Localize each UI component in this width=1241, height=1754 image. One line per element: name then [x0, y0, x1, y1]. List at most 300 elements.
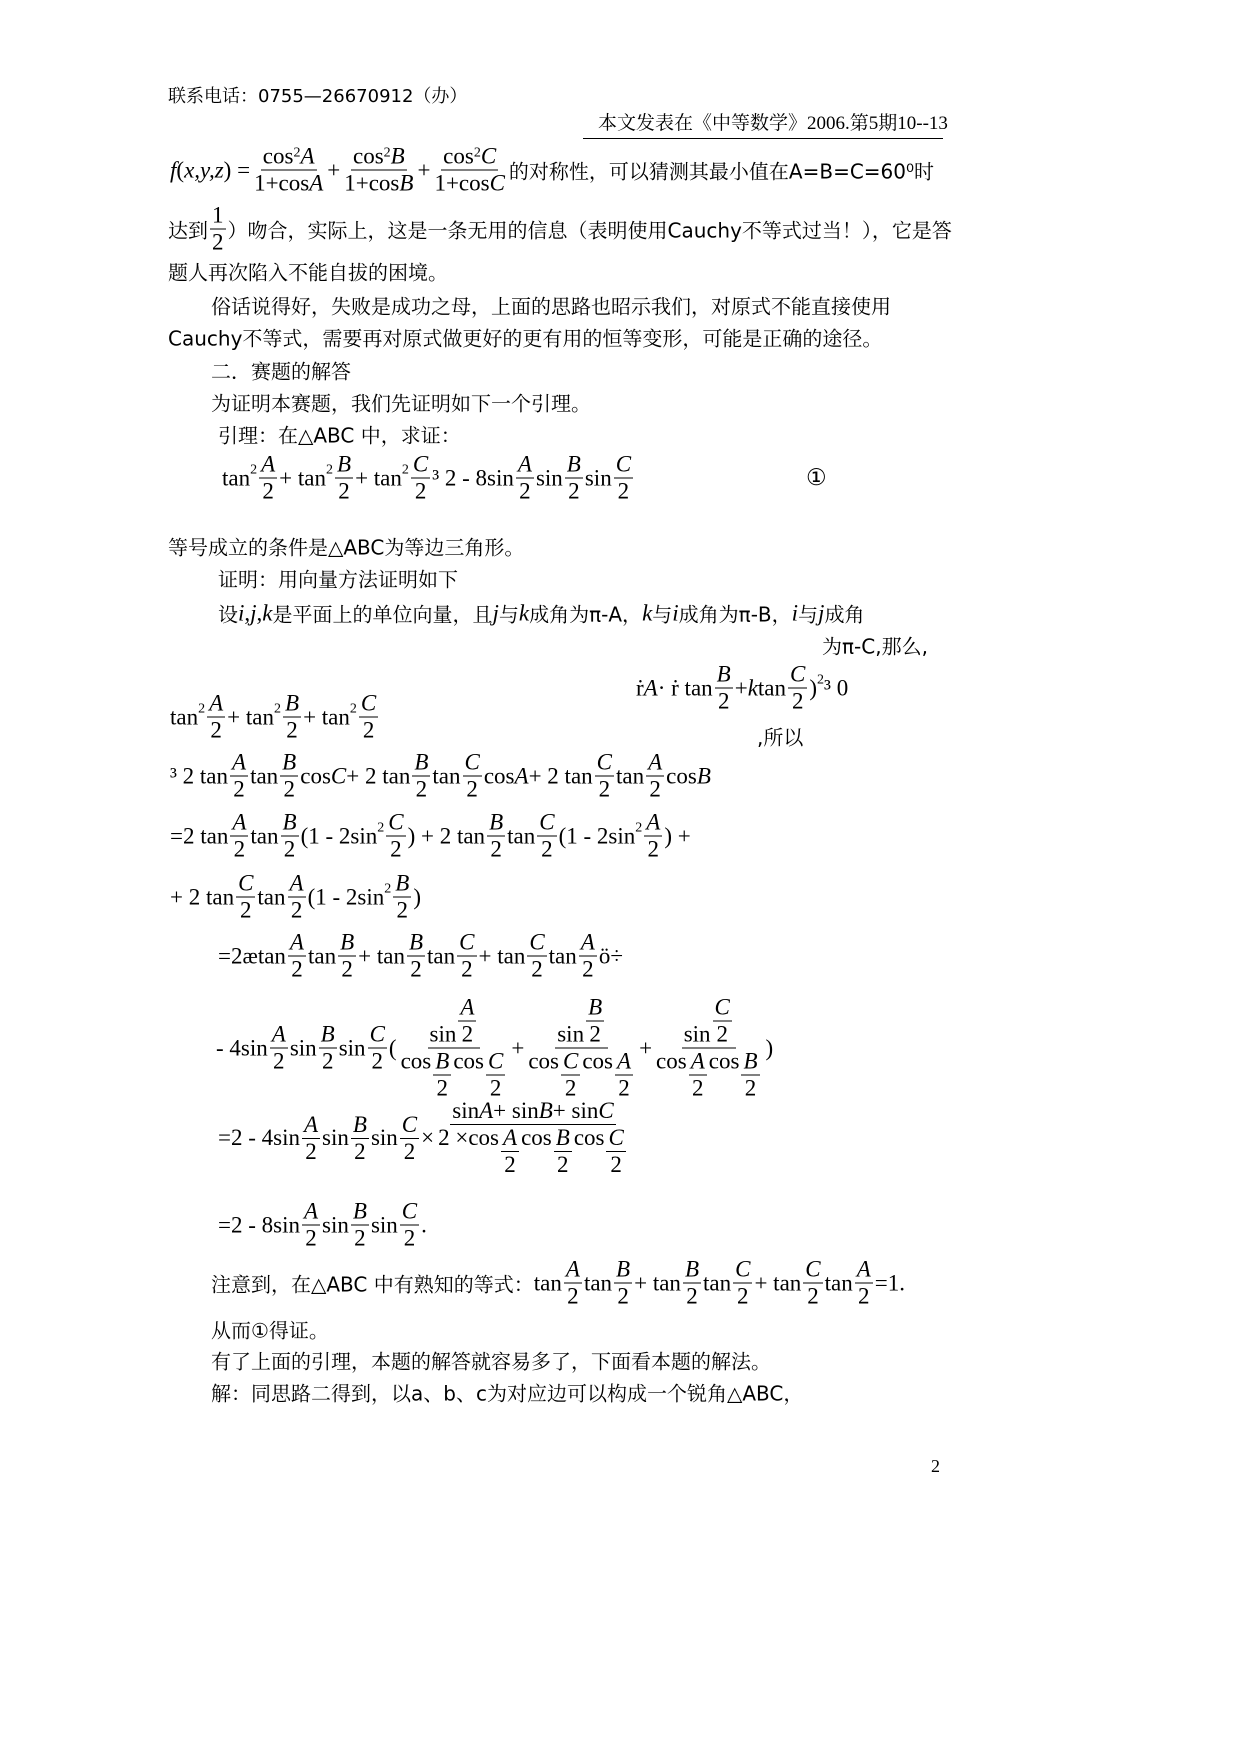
- fraction: [400, 1199, 419, 1252]
- math-text: tan: [507, 823, 536, 848]
- math-text: sin: [370, 1125, 398, 1150]
- text-run: 成角为π-B，: [678, 602, 792, 627]
- math-text: sin: [683, 1021, 711, 1047]
- line-step5: [216, 995, 773, 1102]
- math-variable: C: [489, 170, 505, 196]
- fraction: [281, 810, 299, 863]
- math-text: tan: [257, 943, 286, 968]
- math-symbol: 2: [233, 776, 245, 802]
- text-run: 与: [798, 602, 819, 627]
- math-text: tan: [170, 704, 199, 729]
- fraction: [606, 1125, 625, 1178]
- numerator: [516, 452, 534, 479]
- denominator: [716, 689, 732, 715]
- numerator: [210, 203, 226, 230]
- line-step7: [218, 1199, 427, 1252]
- superscript: 2: [250, 462, 258, 477]
- line-vectors: [218, 599, 864, 628]
- math-symbol: 2: [686, 1283, 698, 1309]
- numerator: [259, 452, 277, 479]
- math-text: + tan: [227, 704, 274, 729]
- numerator: [386, 810, 405, 837]
- math-symbol: 2: [403, 1225, 416, 1251]
- math-symbol: 2: [273, 1048, 285, 1074]
- denominator: [408, 957, 424, 983]
- line-proof: [218, 564, 458, 593]
- math-text: sin: [429, 1021, 457, 1047]
- math-symbol: C: [369, 1021, 385, 1047]
- math-symbol: 2: [564, 1075, 577, 1101]
- math-symbol: B: [716, 661, 731, 687]
- numerator: [487, 810, 505, 837]
- numerator: [683, 1257, 701, 1284]
- denominator: [238, 898, 254, 924]
- denominator: [361, 718, 377, 744]
- denominator: [526, 1049, 637, 1102]
- line-step2: [170, 810, 691, 863]
- math-text: + tan: [478, 943, 526, 968]
- numerator: [230, 750, 248, 777]
- denominator: [684, 1284, 700, 1310]
- math-text: =2æ: [218, 943, 258, 968]
- denominator: [260, 479, 276, 505]
- fraction: [595, 750, 614, 803]
- math-variable: C: [480, 143, 497, 169]
- superscript: 2: [401, 462, 409, 477]
- numerator: [644, 810, 662, 837]
- math-symbol: 2: [617, 478, 630, 504]
- math-symbol: A: [460, 994, 475, 1020]
- math-variable: j: [492, 600, 499, 625]
- math-text: =1.: [874, 1270, 906, 1295]
- line-lemma-formula: [222, 452, 635, 505]
- math-symbol: 2: [210, 717, 222, 743]
- denominator: [339, 957, 355, 983]
- fraction: [803, 1257, 822, 1310]
- math-text: sin: [370, 1212, 398, 1237]
- fraction: [463, 750, 482, 803]
- numerator: [555, 995, 608, 1049]
- denominator: [414, 777, 430, 803]
- math-symbol: 2: [519, 478, 531, 504]
- numerator: [359, 691, 378, 718]
- denominator: [464, 777, 480, 803]
- fraction: [654, 995, 763, 1102]
- fraction: [230, 750, 248, 803]
- denominator: [488, 837, 504, 863]
- numerator: [400, 1112, 419, 1139]
- math-variable: i: [791, 600, 799, 625]
- math-symbol: C: [464, 749, 480, 775]
- denominator: [566, 479, 582, 505]
- math-text: + sin: [493, 1098, 539, 1123]
- numerator: [564, 1257, 582, 1284]
- math-symbol: B: [395, 870, 410, 896]
- numerator: [733, 1257, 752, 1284]
- fraction: [458, 995, 476, 1048]
- fraction: [457, 930, 476, 983]
- math-variable: A: [514, 763, 529, 788]
- math-symbol: B: [489, 809, 504, 835]
- math-symbol: 2: [403, 1138, 416, 1164]
- math-text: ö÷: [598, 943, 623, 968]
- numerator: [450, 1098, 615, 1125]
- text-run: 设: [218, 602, 238, 627]
- fraction: [565, 452, 583, 505]
- math-variable: A: [643, 675, 658, 700]
- math-text: ṙ: [636, 675, 644, 700]
- denominator: [432, 171, 506, 197]
- math-text: (1 - 2sin: [300, 823, 378, 848]
- superscript: 2: [817, 672, 825, 687]
- math-text: (1 - 2sin: [558, 823, 636, 848]
- numerator: [537, 810, 556, 837]
- numerator: [457, 930, 476, 957]
- math-symbol: A: [565, 1256, 580, 1282]
- denominator: [271, 1049, 287, 1075]
- numerator: [715, 662, 733, 689]
- math-text: .: [421, 1212, 427, 1237]
- fraction: [433, 1049, 451, 1102]
- math-symbol: 2: [415, 776, 428, 802]
- math-symbol: A: [232, 749, 247, 775]
- math-text: + tan: [358, 943, 405, 968]
- math-text: 1+cos: [254, 170, 310, 196]
- superscript: 2: [473, 145, 481, 161]
- math-symbol: 2: [283, 776, 295, 802]
- text-run: 的对称性，可以猜测其最小值在A=B=C=60⁰时: [508, 159, 935, 184]
- numerator: [368, 1022, 387, 1049]
- math-symbol: B: [320, 1021, 335, 1047]
- math-symbol: A: [503, 1125, 518, 1150]
- numerator: [400, 1199, 419, 1226]
- fraction: [855, 1257, 873, 1310]
- math-variable: k: [518, 600, 530, 625]
- math-text: cos: [573, 1125, 605, 1150]
- numerator: [713, 995, 732, 1022]
- fraction: [400, 1112, 419, 1165]
- numerator: [302, 1112, 320, 1139]
- math-text: ): [809, 675, 818, 700]
- fraction: [561, 1049, 580, 1102]
- denominator: [615, 1284, 631, 1310]
- text-run: 为π-C,那么,: [822, 634, 928, 659]
- math-text: ,: [244, 600, 251, 625]
- math-text: +: [417, 157, 431, 182]
- math-text: sin: [338, 1035, 366, 1060]
- denominator: [436, 1125, 630, 1178]
- line-reach-half: [168, 203, 952, 256]
- denominator: [281, 777, 297, 803]
- math-variable: A: [479, 1098, 494, 1123]
- math-symbol: B: [435, 1048, 450, 1074]
- numerator: [565, 452, 583, 479]
- denominator: [352, 1139, 368, 1165]
- text-run: Cauchy不等式，需要再对原式做更好的更有用的恒等变形，可能是正确的途径。: [168, 326, 883, 351]
- math-symbol: C: [412, 451, 429, 477]
- numerator: [351, 1112, 369, 1139]
- denominator: [647, 777, 663, 803]
- numerator: [302, 1199, 320, 1226]
- denominator: [352, 1226, 368, 1252]
- math-text: tan: [583, 1270, 613, 1295]
- math-symbol: A: [232, 809, 247, 835]
- math-text: cos: [708, 1048, 740, 1074]
- text-run: 俗话说得好，失败是成功之母，上面的思路也昭示我们，对原式不能直接使用: [211, 294, 891, 319]
- math-symbol: 2: [461, 956, 473, 982]
- fraction: [230, 810, 248, 863]
- fraction: [407, 930, 425, 983]
- math-text: +: [639, 1035, 653, 1060]
- fraction: [526, 995, 637, 1102]
- denominator: [805, 1284, 821, 1310]
- fraction: [501, 1125, 519, 1178]
- math-symbol: 2: [567, 1283, 579, 1309]
- superscript: 2: [384, 881, 392, 896]
- math-symbol: 2: [598, 776, 611, 802]
- fraction: [210, 203, 226, 256]
- text-run: ,所以: [757, 725, 804, 750]
- fraction: [432, 144, 506, 197]
- line-equation-number: [806, 465, 827, 491]
- math-symbol: 2: [791, 688, 804, 714]
- fraction: [386, 810, 405, 863]
- math-text: sin: [535, 465, 563, 490]
- math-text: cos: [352, 143, 384, 169]
- math-symbol: C: [608, 1125, 624, 1150]
- math-symbol: 2: [617, 1283, 629, 1309]
- numerator: [682, 995, 736, 1049]
- math-symbol: B: [282, 809, 297, 835]
- publication-note: 本文发表在《中等数学》2006.第5期10--13: [598, 113, 948, 134]
- text-run: 解：同思路二得到，以a、b、c为对应边可以构成一个锐角△ABC，: [211, 1381, 804, 1406]
- math-variable: B: [696, 763, 711, 788]
- math-symbol: 2: [858, 1283, 870, 1309]
- math-symbol: A: [303, 1111, 319, 1137]
- denominator: [402, 1226, 418, 1252]
- superscript: 2: [383, 145, 391, 161]
- superscript: 2: [274, 701, 281, 716]
- math-symbol: B: [566, 451, 581, 477]
- denominator: [303, 1139, 319, 1165]
- math-symbol: 2: [649, 776, 661, 802]
- math-symbol: A: [303, 1198, 319, 1224]
- math-symbol: A: [580, 929, 595, 955]
- math-text: +: [734, 675, 748, 700]
- text-run: 证明：用向量方法证明如下: [218, 567, 458, 592]
- math-symbol: 2: [362, 717, 375, 743]
- fraction: [259, 452, 277, 505]
- fraction: [614, 1257, 632, 1310]
- text-run: 与: [498, 602, 519, 627]
- denominator: [413, 479, 429, 505]
- fraction: [288, 930, 306, 983]
- math-text: (1 - 2sin: [307, 884, 385, 909]
- line-vectors-end: [822, 631, 928, 660]
- math-symbol: 2: [557, 1152, 569, 1177]
- denominator: [459, 957, 475, 983]
- math-variable: k: [747, 675, 758, 700]
- math-variable: f: [170, 157, 177, 182]
- denominator: [735, 1284, 751, 1310]
- math-text: cos: [656, 1048, 687, 1074]
- numerator: [646, 750, 664, 777]
- math-text: sin: [452, 1098, 480, 1123]
- math-symbol: A: [271, 1021, 286, 1047]
- math-variable: B: [538, 1098, 553, 1123]
- math-text: cos: [443, 143, 474, 169]
- math-symbol: C: [388, 809, 404, 835]
- math-symbol: C: [714, 994, 730, 1020]
- line-note: [211, 1257, 905, 1310]
- math-symbol: B: [352, 1198, 367, 1224]
- math-text: tan: [250, 823, 279, 848]
- math-text: sin: [289, 1035, 317, 1060]
- page-number: 2: [931, 1456, 940, 1476]
- math-text: cos: [582, 1048, 613, 1074]
- math-text: ) =: [223, 157, 251, 182]
- fraction: [689, 1049, 707, 1102]
- math-symbol: 2: [466, 776, 478, 802]
- math-variable: B: [390, 143, 405, 169]
- math-text: cos: [453, 1048, 484, 1074]
- numerator: [335, 452, 353, 479]
- math-symbol: A: [646, 809, 661, 835]
- math-symbol: A: [261, 451, 276, 477]
- fraction: [359, 691, 378, 744]
- numerator: [689, 1049, 707, 1076]
- math-text: =2 tan: [170, 823, 229, 848]
- line-section-title: [211, 356, 351, 385]
- superscript: 2: [349, 701, 357, 716]
- math-text: + tan: [303, 704, 350, 729]
- denominator: [714, 1022, 730, 1048]
- denominator: [597, 777, 613, 803]
- numerator: [338, 930, 356, 957]
- math-symbol: B: [340, 929, 355, 955]
- math-symbol: 2: [305, 1225, 317, 1251]
- math-symbol: C: [615, 451, 632, 477]
- fraction: [411, 452, 430, 505]
- fraction: [436, 1098, 630, 1178]
- denominator: [654, 1049, 763, 1102]
- fraction: [683, 1257, 701, 1310]
- math-symbol: B: [616, 1256, 631, 1282]
- math-symbol: 2: [233, 836, 246, 862]
- denominator: [231, 777, 247, 803]
- math-symbol: B: [684, 1256, 699, 1282]
- math-text: tan: [533, 1270, 562, 1295]
- fraction: [788, 662, 807, 715]
- denominator: [460, 1022, 476, 1048]
- numerator: [595, 750, 614, 777]
- fraction: [527, 930, 546, 983]
- line-tan-sum: [170, 691, 380, 744]
- math-text: tan: [548, 943, 577, 968]
- math-text: tan: [616, 763, 645, 788]
- math-symbol: C: [401, 1111, 418, 1137]
- denominator: [608, 1152, 624, 1178]
- denominator: [303, 1226, 319, 1252]
- fraction: [537, 810, 556, 863]
- math-symbol: B: [414, 749, 429, 775]
- denominator: [289, 957, 305, 983]
- fraction: [644, 810, 662, 863]
- fraction: [615, 1049, 633, 1102]
- math-text: 1+cos: [344, 170, 400, 196]
- fraction: [741, 1049, 759, 1102]
- superscript: 2: [198, 701, 206, 716]
- denominator: [743, 1076, 759, 1102]
- math-symbol: A: [648, 749, 663, 775]
- math-symbol: 2: [240, 897, 252, 923]
- line-solution: [211, 1378, 803, 1407]
- fraction: [516, 452, 534, 505]
- math-text: tan: [307, 943, 337, 968]
- denominator: [232, 837, 248, 863]
- math-symbol: 2: [341, 956, 353, 982]
- math-variable: B: [399, 170, 414, 196]
- fraction: [646, 750, 664, 803]
- denominator: [555, 1152, 571, 1178]
- math-symbol: C: [238, 870, 254, 896]
- line-step4: [218, 930, 623, 983]
- math-text: +: [511, 1035, 525, 1060]
- denominator: [402, 1139, 418, 1165]
- math-symbol: C: [596, 749, 612, 775]
- numerator: [486, 1049, 505, 1076]
- math-symbol: 1: [212, 202, 224, 228]
- fraction: [236, 871, 255, 924]
- math-symbol: B: [285, 690, 300, 716]
- math-symbol: C: [487, 1048, 504, 1074]
- math-symbol: C: [790, 661, 806, 687]
- math-text: (: [388, 1035, 397, 1060]
- math-text: cos: [400, 1048, 432, 1074]
- fraction: [270, 1022, 288, 1075]
- numerator: [741, 1049, 759, 1076]
- math-variable: C: [598, 1098, 614, 1123]
- math-symbol: 2: [618, 1075, 630, 1101]
- numerator: [412, 750, 430, 777]
- denominator: [856, 1284, 872, 1310]
- fraction: [487, 810, 505, 863]
- math-symbol: 2: [354, 1225, 366, 1251]
- math-symbol: B: [282, 749, 297, 775]
- math-text: +: [327, 157, 341, 182]
- numerator: [261, 144, 317, 171]
- math-symbol: 2: [541, 836, 553, 862]
- numerator: [788, 662, 807, 689]
- math-symbol: 2: [531, 956, 543, 982]
- math-symbol: B: [352, 1111, 367, 1137]
- math-text: tan: [757, 675, 787, 700]
- math-symbol: A: [690, 1048, 705, 1074]
- math-text: + 2 tan: [346, 763, 411, 788]
- fraction: [733, 1257, 752, 1310]
- text-run: 成角为π-A，: [529, 602, 643, 627]
- numerator: [586, 995, 604, 1022]
- math-text: 2 ×cos: [438, 1125, 500, 1150]
- numerator: [319, 1022, 337, 1049]
- text-run: 注意到，在△ABC 中有熟知的等式：: [211, 1272, 534, 1297]
- math-text: sin: [584, 465, 612, 490]
- math-symbol: 2: [692, 1075, 704, 1101]
- math-symbol: 2: [504, 1152, 516, 1177]
- math-variable: j: [250, 600, 257, 625]
- math-text: tan: [257, 884, 286, 909]
- math-symbol: 2: [354, 1138, 366, 1164]
